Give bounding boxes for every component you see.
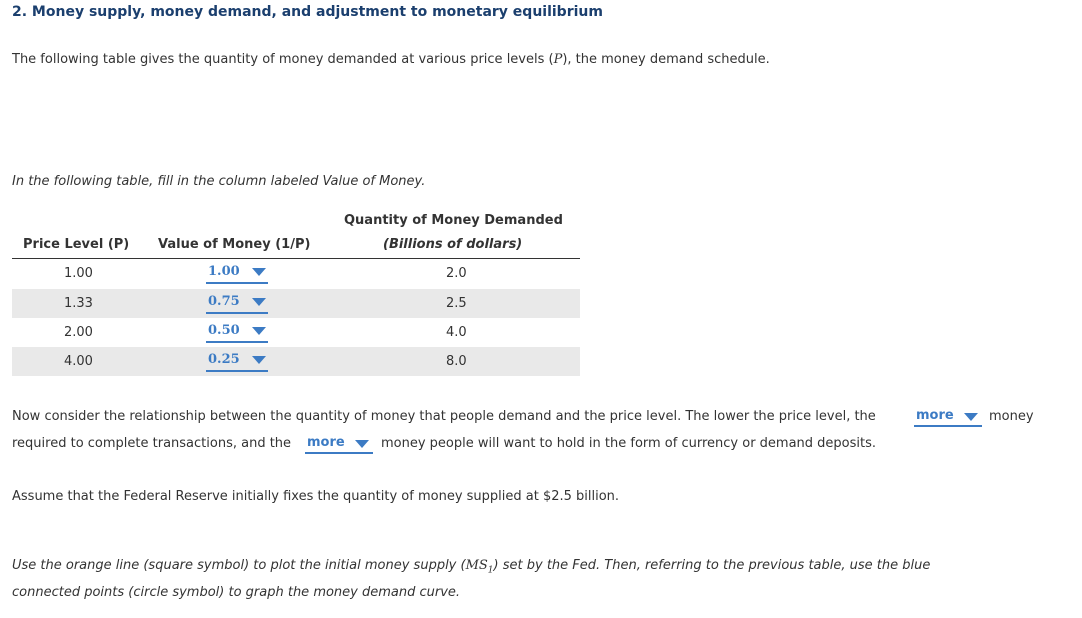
plot-instruction-pre: Use the orange line (square symbol) to plot the initial money supply ( (12, 558, 466, 573)
header-value-of-money: Value of Money (1/P) (158, 237, 311, 252)
chevron-down-icon (252, 327, 266, 335)
chevron-down-icon (252, 356, 266, 364)
section-title: 2. Money supply, money demand, and adjustment to monetary equilibrium (12, 4, 603, 20)
plot-instruction-line2: connected points (circle symbol) to graph the money demand curve. (12, 585, 461, 600)
value-of-money-dropdown[interactable] (206, 352, 268, 372)
value-of-money-dropdown[interactable] (206, 264, 268, 284)
price-cell: 1.33 (64, 296, 93, 311)
dropdown-value: more (916, 408, 954, 423)
ms-variable: MS (465, 558, 488, 573)
dropdown-value: more (307, 435, 345, 450)
relationship-text-2: money (989, 409, 1034, 424)
dropdown-value: 0.25 (208, 352, 240, 367)
price-level-money-dropdown[interactable] (914, 408, 982, 427)
qty-cell: 2.5 (446, 296, 467, 311)
dropdown-value: 0.75 (208, 294, 240, 309)
price-cell: 4.00 (64, 354, 93, 369)
relationship-text-3: required to complete transactions, and the (12, 436, 292, 451)
chevron-down-icon (252, 298, 266, 306)
table-row (12, 259, 580, 288)
table-row (12, 289, 580, 318)
chevron-down-icon (355, 440, 369, 448)
relationship-text-4: money people will want to hold in the form of currency or demand deposits. (381, 436, 877, 451)
table-row (12, 318, 580, 347)
dropdown-value: 0.50 (208, 323, 240, 338)
header-qty-unit: (Billions of dollars) (383, 237, 523, 252)
table-instruction: In the following table, fill in the column labeled Value of Money. (12, 174, 426, 189)
intro-pre: The following table gives the quantity of money demanded at various price levels ( (12, 52, 554, 67)
intro-post: ), the money demand schedule. (562, 52, 770, 67)
price-cell: 1.00 (64, 266, 93, 281)
plot-instruction-post: ) set by the Fed. Then, referring to the previous table, use the blue (493, 558, 931, 573)
fed-assumption: Assume that the Federal Reserve initially fixes the quantity of money supplied at $2.5 billion. (12, 489, 620, 504)
price-cell: 2.00 (64, 325, 93, 340)
header-price-level: Price Level (P) (23, 237, 130, 252)
value-of-money-dropdown[interactable] (206, 294, 268, 314)
value-of-money-dropdown[interactable] (206, 323, 268, 343)
chevron-down-icon (964, 413, 978, 421)
money-holding-dropdown[interactable] (305, 435, 373, 454)
ms-subscript: 1 (487, 565, 494, 576)
dropdown-value: 1.00 (208, 264, 240, 279)
header-qty-demanded: Quantity of Money Demanded (344, 213, 563, 228)
intro-paragraph (12, 52, 770, 67)
plot-instruction-line1 (12, 558, 930, 576)
table-row (12, 347, 580, 376)
qty-cell: 4.0 (446, 325, 467, 340)
intro-variable-p: P (553, 52, 563, 67)
qty-cell: 2.0 (446, 266, 467, 281)
relationship-text-1: Now consider the relationship between the quantity of money that people demand and the price level. The lower the price level, the (12, 409, 876, 424)
chevron-down-icon (252, 268, 266, 276)
qty-cell: 8.0 (446, 354, 467, 369)
